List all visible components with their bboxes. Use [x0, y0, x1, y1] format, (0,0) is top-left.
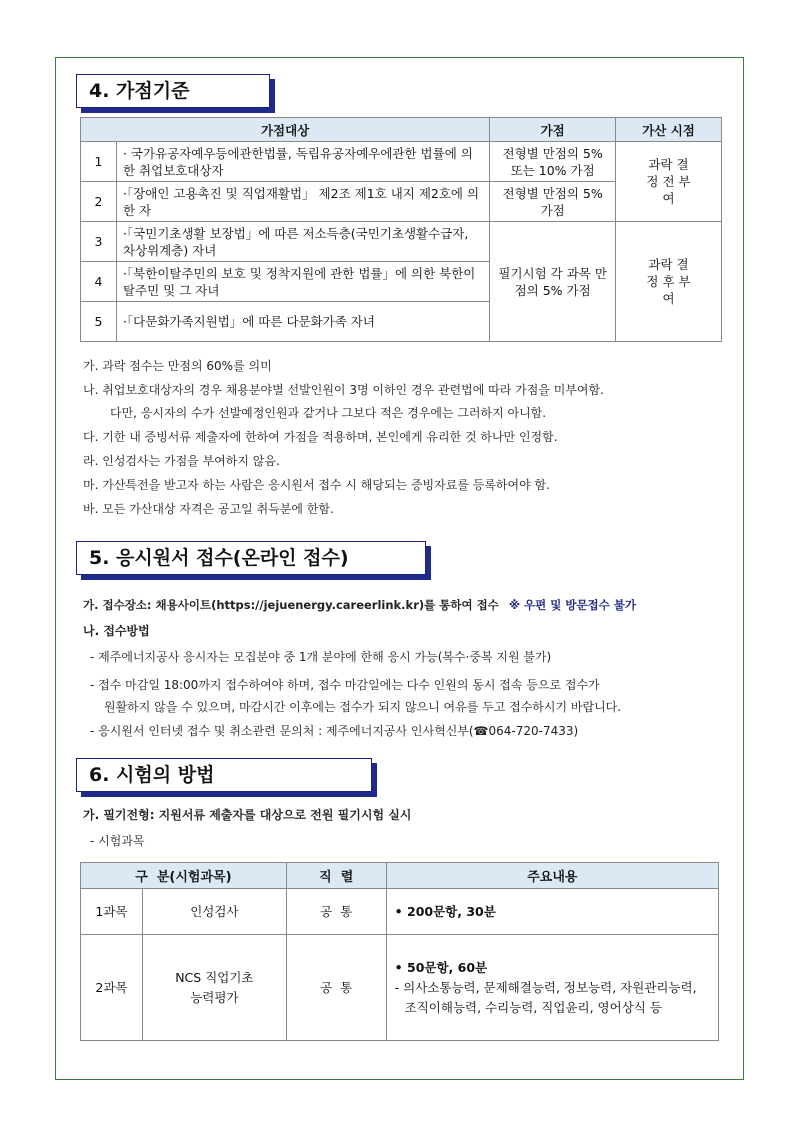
subject-track: 공 통: [286, 889, 386, 935]
timing-before: 과락 결정 전 부여: [616, 142, 722, 222]
exam-table-header: [81, 863, 719, 889]
row-number: 3: [81, 222, 117, 262]
note-line: 다. 기한 내 증빙서류 제출자에 한하여 가점을 적용하며, 본인에게 유리한 것 하나만 인정함.: [83, 430, 558, 444]
note-line: 라. 인성검사는 가점을 부여하지 않음.: [83, 454, 280, 468]
note-line: 바. 모든 가산대상 자격은 공고일 취득분에 한함.: [83, 502, 334, 516]
subject-number: 1과목: [81, 889, 143, 935]
timing-after: 과락 결정 후 부여: [616, 222, 722, 342]
note-line: 마. 가산특전을 받고자 하는 사람은 응시원서 접수 시 해당되는 증빙자료를 등록하여야 함.: [83, 478, 550, 492]
apply-item: - 제주에너지공사 응시자는 모집분야 중 1개 분야에 한해 응시 가능(복수·중복 지원 불가): [90, 650, 552, 664]
header-subject: 구 분(시험과목): [81, 863, 287, 889]
header-point: 가점: [490, 118, 616, 142]
apply-item: - 접수 마감일 18:00까지 접수하여야 하며, 접수 마감일에는 다수 인원의 동시 접속 등으로 접수가: [90, 678, 600, 692]
table-row: [81, 142, 722, 182]
row-number: 2: [81, 182, 117, 222]
row-number: 1: [81, 142, 117, 182]
apply-method-label: 나. 접수방법: [83, 624, 150, 638]
subject-details: - 의사소통능력, 문제해결능력, 정보능력, 자원관리능력, 조직이해능력, 수리능력, 직업윤리, 영어상식 등: [394, 979, 697, 1015]
note-line: 다만, 응시자의 수가 선발예정인원과 같거나 그보다 적은 경우에는 그러하지 아니함.: [110, 406, 547, 420]
subject-content: • 200문항, 30분: [386, 889, 718, 935]
subject-content: • 50문항, 60분: [394, 959, 488, 975]
row-point: 전형별 만점의 5% 또는 10% 가점: [490, 142, 616, 182]
section-6-title: 6. 시험의 방법: [76, 758, 372, 792]
row-number: 5: [81, 302, 117, 342]
subject-content-cell: [386, 935, 718, 1041]
section-5-title: 5. 응시원서 접수(온라인 접수): [76, 541, 426, 575]
subject-name: NCS 직업기초 능력평가: [142, 935, 286, 1041]
row-target: ·「다문화가족지원법」에 따른 다문화가족 자녀: [116, 302, 489, 342]
header-content: 주요내용: [386, 863, 718, 889]
row-number: 4: [81, 262, 117, 302]
apply-place-notice: ※ 우편 및 방문접수 불가: [508, 598, 636, 612]
table-row: [81, 935, 719, 1041]
header-target: 가점대상: [81, 118, 490, 142]
table-row: [81, 222, 722, 262]
row-target: ·「장애인 고용촉진 및 직업재활법」 제2조 제1호 내지 제2호에 의한 자: [116, 182, 489, 222]
subjects-label: - 시험과목: [90, 834, 145, 848]
exam-subject-table: [80, 862, 719, 1041]
bonus-table: [80, 117, 722, 342]
header-timing: 가산 시점: [616, 118, 722, 142]
bonus-table-header: [81, 118, 722, 142]
subject-name: 인성검사: [142, 889, 286, 935]
note-line: 가. 과락 점수는 만점의 60%를 의미: [83, 359, 272, 373]
apply-place-text: 가. 접수장소: 채용사이트(https://jejuenergy.careerlink.kr)를 통하여 접수: [83, 598, 499, 612]
row-target: ·「북한이탈주민의 보호 및 정착지원에 관한 법률」에 의한 북한이탈주민 및 그 자녀: [116, 262, 489, 302]
row-target: · 국가유공자예우등에관한법률, 독립유공자예우에관한 법률에 의한 취업보호대상자: [116, 142, 489, 182]
note-line: 나. 취업보호대상자의 경우 채용분야별 선발인원이 3명 이하인 경우 관련법에 따라 가점을 미부여함.: [83, 383, 604, 397]
subject-number: 2과목: [81, 935, 143, 1041]
apply-item: 원활하지 않을 수 있으며, 마감시간 이후에는 접수가 되지 않으니 여유를 두고 접수하시기 바랍니다.: [104, 700, 622, 714]
header-track: 직 렬: [286, 863, 386, 889]
table-row: [81, 889, 719, 935]
section-4-title: 4. 가점기준: [76, 74, 270, 108]
apply-item: - 응시원서 인터넷 접수 및 취소관련 문의처 : 제주에너지공사 인사혁신부(☎064-720-7433): [90, 724, 579, 738]
row-point: 전형별 만점의 5% 가점: [490, 182, 616, 222]
apply-place: [83, 596, 636, 614]
subject-track: 공 통: [286, 935, 386, 1041]
row-target: ·「국민기초생활 보장법」에 따른 저소득층(국민기초생활수급자, 차상위계층) 자녀: [116, 222, 489, 262]
row-point-shared: 필기시험 각 과목 만점의 5% 가점: [490, 222, 616, 342]
written-exam-note: 가. 필기전형: 지원서류 제출자를 대상으로 전원 필기시험 실시: [83, 808, 412, 822]
